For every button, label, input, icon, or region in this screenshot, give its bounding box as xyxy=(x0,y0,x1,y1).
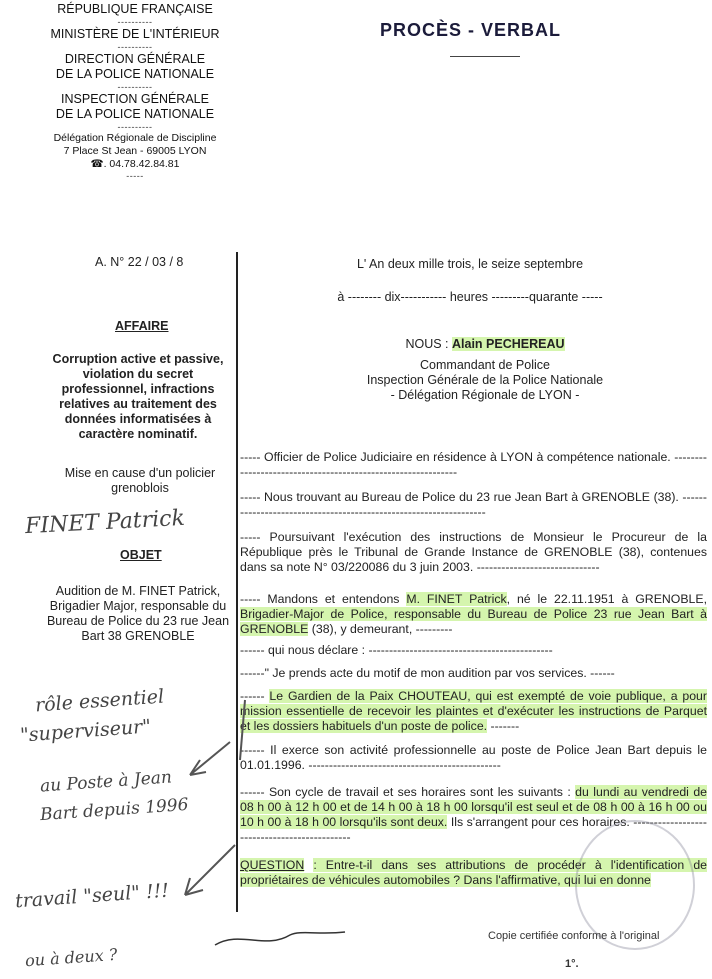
text-segment: (38), y demeurant, --------- xyxy=(308,622,453,636)
header-republique: RÉPUBLIQUE FRANÇAISE xyxy=(57,2,213,16)
page-number: 1°. xyxy=(565,958,579,970)
affaire-body: Corruption active et passive, violation du secret professionnel, infractions relatives au traitement des données informatisées à caractère nominatif. xyxy=(52,352,224,441)
paragraph-opj: ----- Officier de Police Judiciaire en résidence à LYON à compétence nationale. ------------------------------------------------------------- xyxy=(240,450,707,479)
paragraph-activite: ------ Il exerce son activité professionnelle au poste de Police Jean Bart depuis le 01.01.1996. ----------------------------------------------- xyxy=(240,743,707,772)
time-line: à -------- dix----------- heures ---------quarante ----- xyxy=(337,290,603,304)
paragraph-chouteau xyxy=(240,689,707,734)
header-divider: ---------- xyxy=(117,42,153,52)
header-phone: ☎. 04.78.42.84.81 xyxy=(90,158,180,170)
highlight-role: Brigadier-Major de Police, responsable du Bureau de Police 23 rue Jean Bart à GRENOBLE xyxy=(240,607,707,636)
officer-name: Alain PECHEREAU xyxy=(452,337,565,351)
affaire-mise-en-cause: Mise en cause d'un policier grenoblois xyxy=(64,466,216,495)
date-line: L' An deux mille trois, le seize septembre xyxy=(356,257,584,271)
header-divider: ---------- xyxy=(117,17,153,27)
paragraph-declare: ------ qui nous déclare : --------------------------------------------- xyxy=(240,643,553,657)
officer-block xyxy=(320,337,650,403)
header-block xyxy=(40,2,230,181)
title-underline xyxy=(450,56,520,57)
objet-body: Audition de M. FINET Patrick, Brigadier Major, responsable du Bureau de Police du 23 rue Jean Bart 38 GRENOBLE xyxy=(46,584,230,643)
highlight-horaires: du lundi au vendredi de 08 h 00 à 12 h 00 et de 14 h 00 à 18 h 00 lorsqu'il est seul et de 08 h 00 à 16 h 00 ou 10 h 00 à 18 h 00 lorsqu'ils sont deux. xyxy=(240,785,707,829)
highlight-mission: Le Gardien de la Paix CHOUTEAU, qui est exempté de voie publique, a pour mission essentielle de recevoir les plaintes et d'exécuter les instructions de Parquet et les dossiers habituels d'un poste de police. xyxy=(240,689,707,733)
header-divider: ---------- xyxy=(117,122,153,132)
paragraph-instructions: ----- Poursuivant l'exécution des instructions de Monsieur le Procureur de la République près le Tribunal de Grande Instance de GRENOBLE (38), contenues dans sa note N° 03/220086 du 3 juin 2003. ------------------------------ xyxy=(240,530,707,574)
highlight-question: : Entre-t-il dans ses attributions de procéder à l'identification de propriétaires de véhicules automobiles ? Dans l'affirmative, qui lui en donne xyxy=(240,858,707,887)
header-divider: ---------- xyxy=(117,82,153,92)
paragraph-mandons xyxy=(240,592,707,637)
officer-delegation: - Délégation Régionale de LYON - xyxy=(390,388,580,402)
handwritten-note: rôle essentiel xyxy=(34,685,165,717)
paragraph-acte: ------" Je prends acte du motif de mon audition par vos services. ------ xyxy=(240,666,615,680)
handwritten-signature-name: FINET Patrick xyxy=(24,505,186,540)
handwritten-note: Bart depuis 1996 xyxy=(39,794,190,826)
paragraph-bureau: ----- Nous trouvant au Bureau de Police du 23 rue Jean Bart à GRENOBLE (38). ------------------------------------------------------------------ xyxy=(240,490,707,519)
handwritten-note: travail "seul" !!! xyxy=(14,879,170,913)
text-segment: ------- xyxy=(487,719,520,733)
officer-rank: Commandant de Police xyxy=(420,358,550,372)
header-ministere: MINISTÈRE DE L'INTÉRIEUR xyxy=(50,27,220,41)
arrow-icon xyxy=(185,845,235,895)
text-segment: Ils s'arrangent pour ces horaires. --------------------------------------------- xyxy=(240,815,707,844)
officer-service: Inspection Générale de la Police Nationale xyxy=(366,373,604,387)
highlight-name: M. FINET Patrick xyxy=(406,592,507,606)
header-inspection-line2: DE LA POLICE NATIONALE xyxy=(55,107,215,121)
text-segment: ------ Son cycle de travail et ses horaires sont les suivants : xyxy=(240,785,576,799)
header-delegation: Délégation Régionale de Discipline xyxy=(53,132,217,144)
text-segment: , né le 22.11.1951 à GRENOBLE, xyxy=(506,592,707,606)
signature-scribble-icon xyxy=(215,932,345,945)
text-segment: ------ xyxy=(240,689,270,703)
header-direction-line2: DE LA POLICE NATIONALE xyxy=(55,67,215,81)
arrow-icon xyxy=(190,742,230,775)
page-title: PROCÈS - VERBAL xyxy=(380,20,562,40)
officer-name-line xyxy=(320,337,650,352)
handwritten-note: au Poste à Jean xyxy=(39,767,173,797)
reference-number: A. N° 22 / 03 / 8 xyxy=(95,255,184,269)
affaire-title: AFFAIRE xyxy=(115,319,169,333)
header-direction-line1: DIRECTION GÉNÉRALE xyxy=(64,52,206,66)
header-inspection-line1: INSPECTION GÉNÉRALE xyxy=(61,92,209,106)
header-divider: ----- xyxy=(126,171,144,181)
text-segment: ----- Mandons et entendons xyxy=(240,592,407,606)
question-label: QUESTION xyxy=(240,858,305,872)
header-address: 7 Place St Jean - 69005 LYON xyxy=(63,145,207,157)
handwritten-note: ou à deux ? xyxy=(24,944,118,971)
column-divider xyxy=(236,252,238,912)
handwritten-note: "superviseur" xyxy=(19,715,152,747)
objet-title: OBJET xyxy=(120,548,162,562)
nous-label: NOUS : xyxy=(405,337,449,351)
copy-certified-note: Copie certifiée conforme à l'original xyxy=(488,930,660,942)
